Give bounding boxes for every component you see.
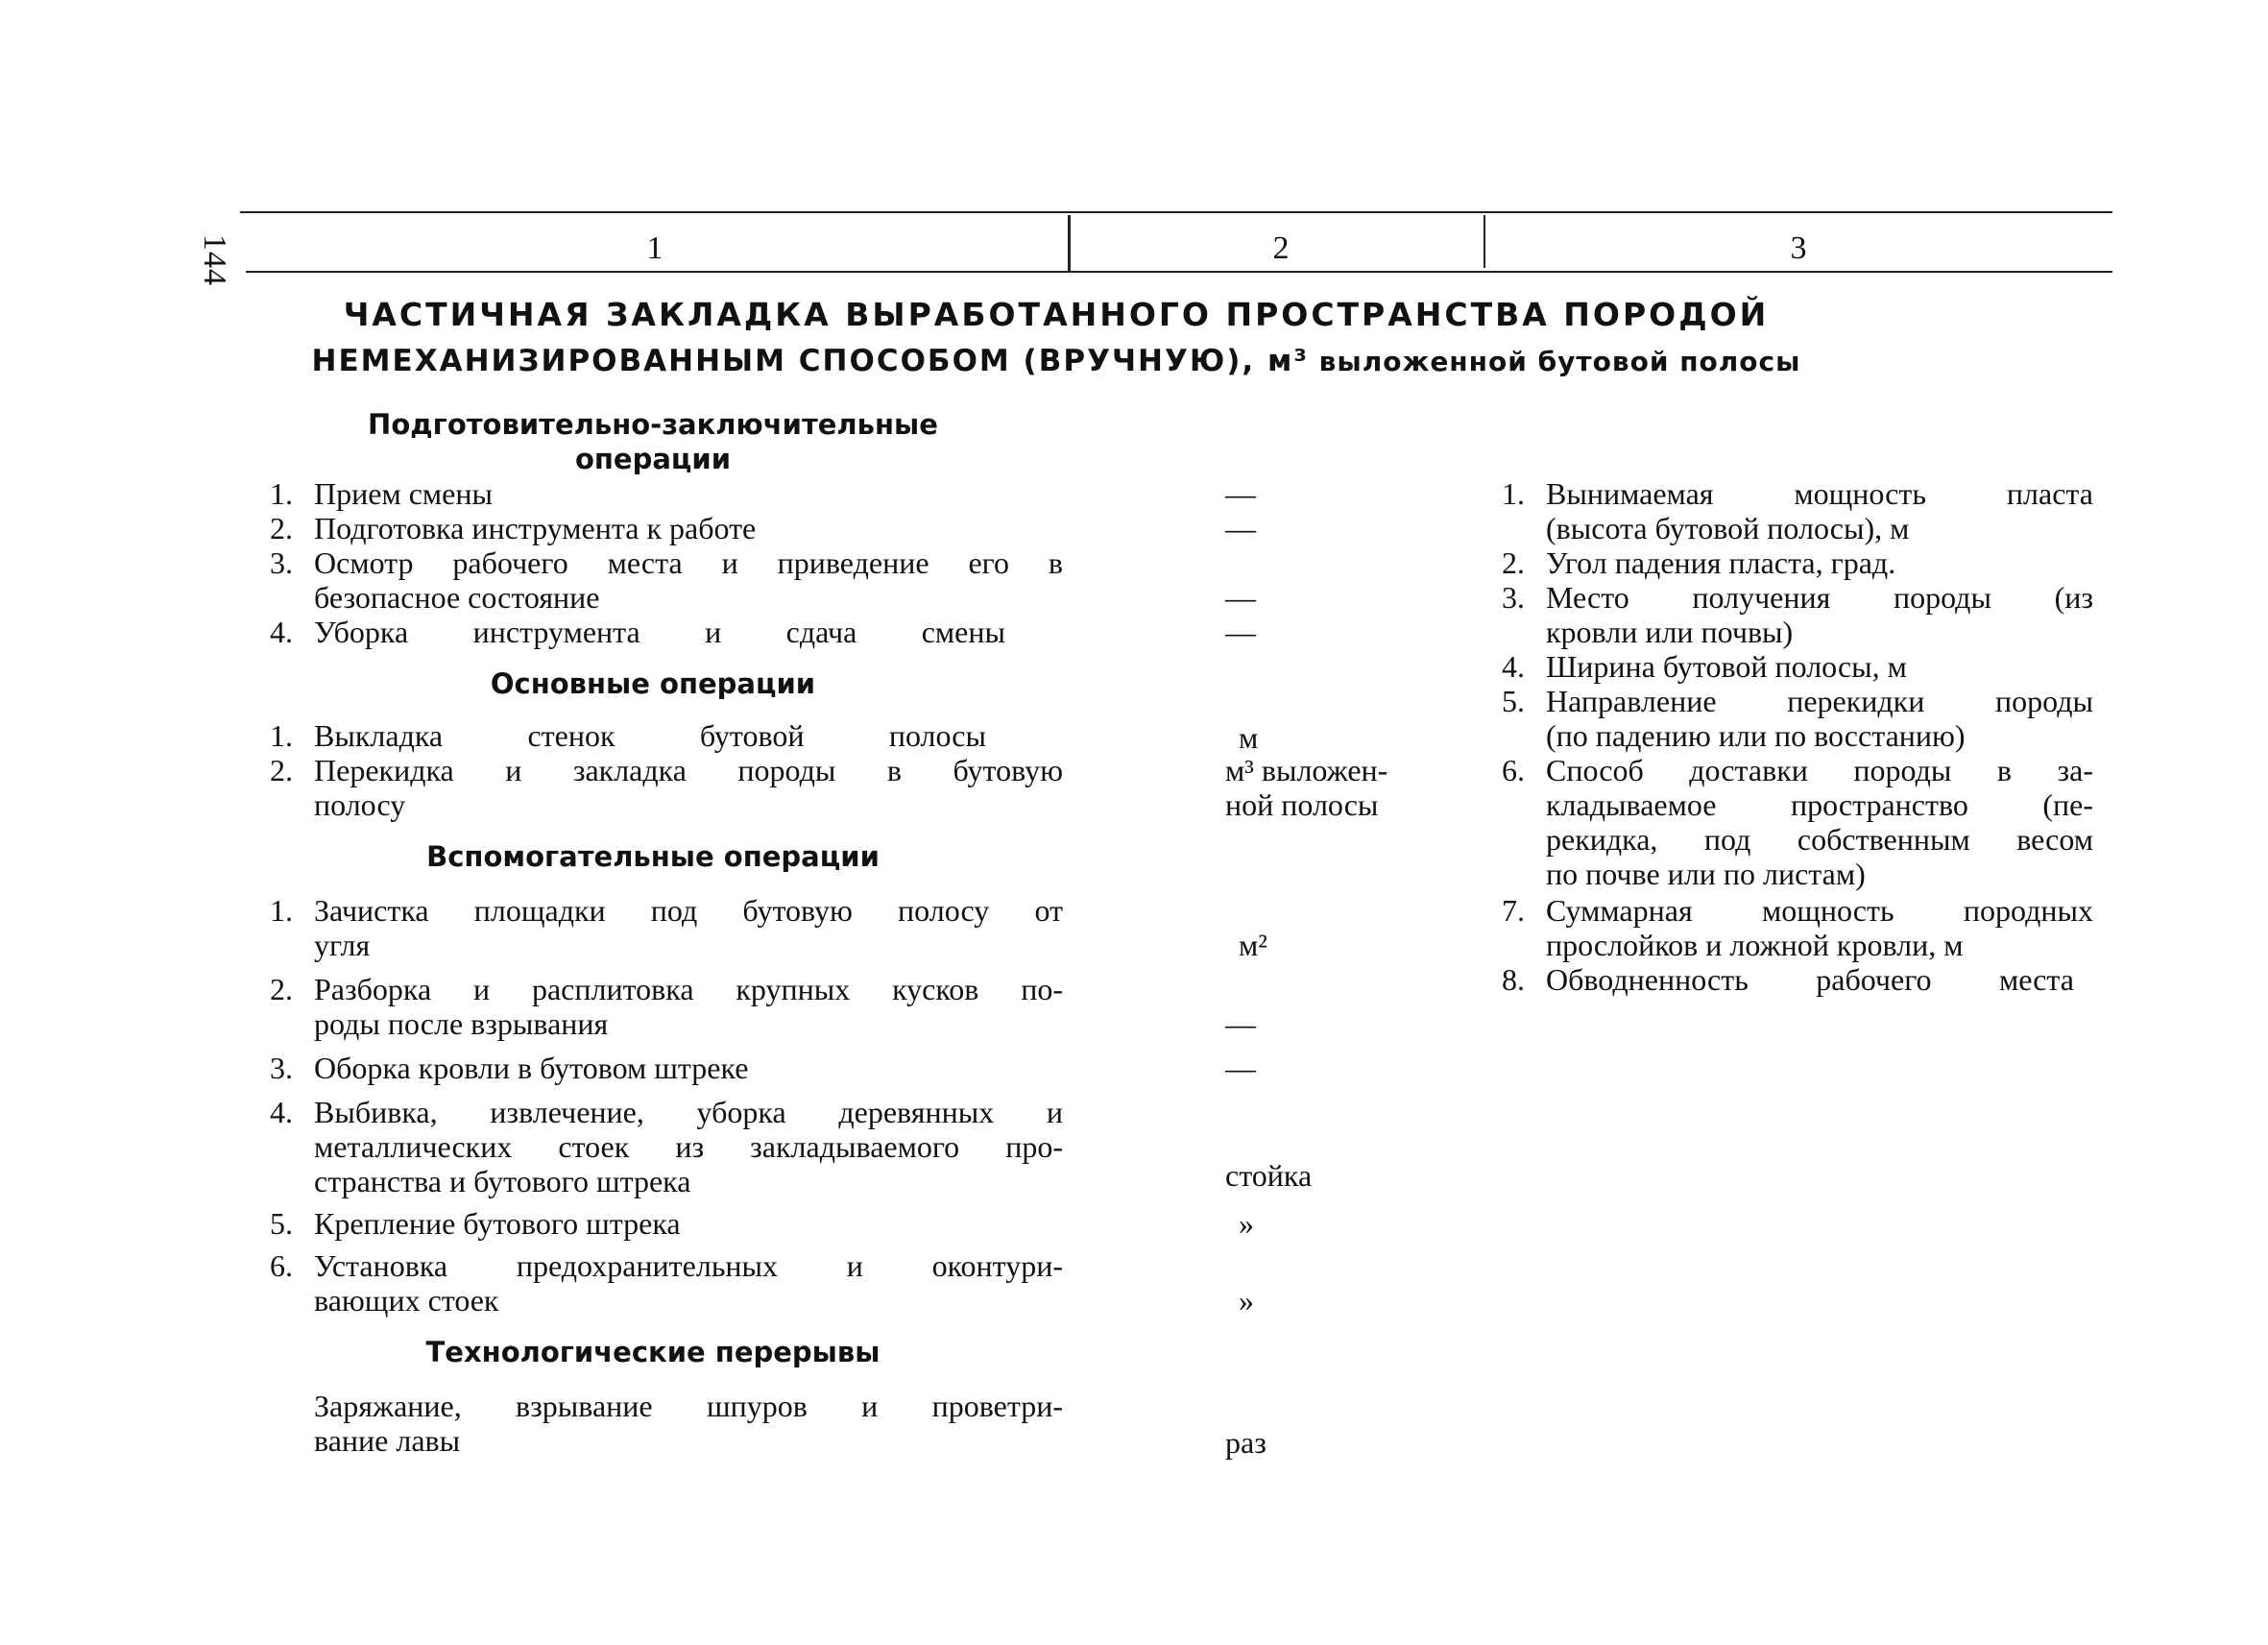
item-number: 3. — [270, 1051, 293, 1085]
item-number: 1. — [270, 893, 293, 928]
item-text: безопасное состояние — [314, 580, 600, 615]
column-divider-2 — [1484, 215, 1485, 268]
aux-unit-6: » — [1239, 1283, 1254, 1318]
item-text: Установка предохранительных и оконтури- — [314, 1248, 1063, 1283]
item-number: 7. — [1502, 893, 1525, 928]
item-number: 1. — [1502, 476, 1525, 511]
item-number: 1. — [270, 476, 293, 511]
item-number: 4. — [270, 1095, 293, 1129]
tech-unit-1: раз — [1225, 1425, 1267, 1460]
item-number: 2. — [270, 511, 293, 545]
item-number: 5. — [1502, 684, 1525, 718]
aux-unit-5: » — [1239, 1206, 1254, 1241]
column-divider-1 — [1068, 215, 1071, 273]
prep-unit-4: — — [1225, 615, 1256, 649]
header-top-rule — [240, 211, 2112, 213]
item-text: Направление перекидки породы — [1546, 684, 2093, 718]
item-text: Выбивка, извлечение, уборка деревянных и — [314, 1095, 1063, 1129]
item-number: 6. — [1502, 753, 1525, 787]
page-title-line-2 — [240, 344, 1872, 378]
column-header-2: 2 — [1272, 230, 1290, 266]
item-text: угля — [314, 928, 371, 962]
item-text: Перекидка и закладка породы в бутовую — [314, 753, 1063, 787]
item-text: кровли или почвы) — [1546, 615, 1794, 649]
item-text: Обводненность рабочего места — [1546, 962, 2074, 997]
item-text: Разборка и расплитовка крупных кусков по- — [314, 972, 1063, 1006]
item-text: Способ доставки породы в за- — [1546, 753, 2093, 787]
item-text: странства и бутового штрека — [314, 1164, 691, 1198]
item-number: 5. — [270, 1206, 293, 1241]
page-title-line-2-main: НЕМЕХАНИЗИРОВАННЫМ СПОСОБОМ (ВРУЧНУЮ), м³ — [311, 344, 1309, 378]
item-text: Уборка инструмента и сдача смены — [314, 615, 1005, 649]
item-text: Прием смены — [314, 476, 493, 511]
aux-unit-1: м² — [1239, 928, 1267, 962]
item-number: 6. — [270, 1248, 293, 1283]
item-number: 3. — [1502, 580, 1525, 615]
item-text: роды после взрывания — [314, 1006, 609, 1041]
item-number: 2. — [270, 753, 293, 787]
item-text: Подготовка инструмента к работе — [314, 511, 757, 545]
section-heading-main: Основные операции — [490, 667, 816, 700]
aux-unit-4: стойка — [1225, 1158, 1313, 1193]
item-text: кладываемое пространство (пе- — [1546, 787, 2093, 822]
item-text: Угол падения пласта, град. — [1546, 545, 1896, 580]
item-number: 3. — [270, 545, 293, 580]
page-number: 144 — [197, 234, 232, 286]
item-number: 8. — [1502, 962, 1525, 997]
section-heading-tech: Технологические перерывы — [425, 1336, 881, 1368]
item-number: 2. — [1502, 545, 1525, 580]
item-text: металлических стоек из закладываемого про- — [314, 1129, 1063, 1164]
item-text: Крепление бутового штрека — [314, 1206, 681, 1241]
section-heading-prep-line-1: Подготовительно-заключительные — [368, 408, 938, 441]
item-text: Вынимаемая мощность пласта — [1546, 476, 2093, 511]
item-text: рекидка, под собственным весом — [1546, 822, 2093, 857]
column-header-1: 1 — [646, 230, 664, 266]
item-number: 1. — [270, 718, 293, 753]
item-text: полосу — [314, 787, 406, 822]
section-heading-aux: Вспомогательные операции — [426, 840, 880, 873]
item-number: 2. — [270, 972, 293, 1006]
aux-unit-3: — — [1225, 1051, 1256, 1085]
item-text: Суммарная мощность породных — [1546, 893, 2093, 928]
column-header-3: 3 — [1790, 230, 1807, 266]
main-unit-2-line-1: м³ выложен- — [1225, 753, 1388, 787]
aux-unit-2: — — [1225, 1006, 1256, 1041]
item-text: Осмотр рабочего места и приведение его в — [314, 545, 1063, 580]
main-unit-1: м — [1239, 720, 1259, 755]
item-text: Заряжание, взрывание шпуров и проветри- — [314, 1389, 1063, 1423]
item-text: (по падению или по восстанию) — [1546, 718, 1966, 753]
item-text: Зачистка площадки под бутовую полосу от — [314, 893, 1063, 928]
prep-unit-1: — — [1225, 476, 1256, 511]
item-text: Оборка кровли в бутовом штреке — [314, 1051, 749, 1085]
main-unit-2-line-2: ной полосы — [1225, 787, 1379, 822]
item-text: Выкладка стенок бутовой полосы — [314, 718, 986, 753]
page-title-line-2-unit: выложенной бутовой полосы — [1308, 346, 1801, 377]
prep-unit-3: — — [1225, 580, 1256, 615]
item-text: вающих стоек — [314, 1283, 499, 1318]
item-text: Ширина бутовой полосы, м — [1546, 649, 1907, 684]
prep-unit-2: — — [1225, 511, 1256, 545]
item-number: 4. — [1502, 649, 1525, 684]
page-title-line-1: ЧАСТИЧНАЯ ЗАКЛАДКА ВЫРАБОТАННОГО ПРОСТРАНСТВА ПОРОДОЙ — [343, 296, 1770, 333]
section-heading-prep — [346, 407, 960, 476]
section-heading-prep-line-2: операции — [574, 443, 732, 475]
header-bottom-rule — [246, 271, 2112, 273]
item-text: по почве или по листам) — [1546, 857, 1866, 891]
item-text: Место получения породы (из — [1546, 580, 2093, 615]
item-text: прослойков и ложной кровли, м — [1546, 928, 1964, 962]
item-number: 4. — [270, 615, 293, 649]
item-text: (высота бутовой полосы), м — [1546, 511, 1910, 545]
item-text: вание лавы — [314, 1423, 461, 1458]
